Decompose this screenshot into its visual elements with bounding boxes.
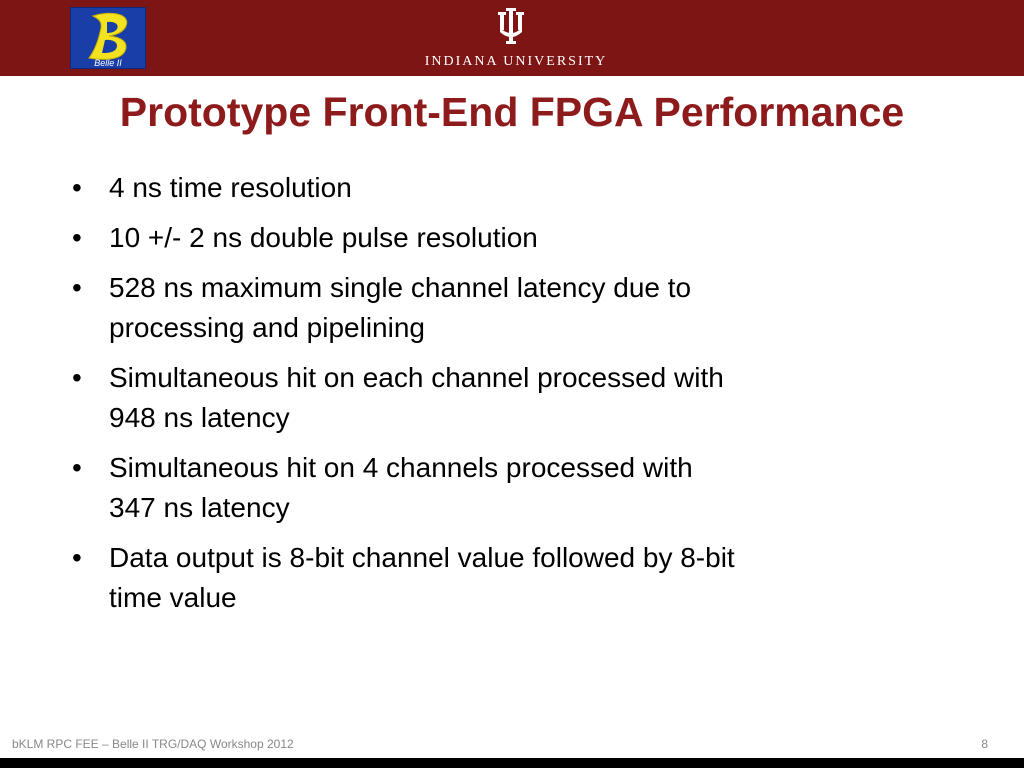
bullet-text-line: Data output is 8-bit channel value followed by 8-bit bbox=[109, 542, 735, 573]
bullet-dot: • bbox=[72, 362, 82, 393]
institution-name: INDIANA UNIVERSITY bbox=[424, 54, 608, 69]
iu-trident-icon bbox=[497, 6, 525, 46]
bullet-list bbox=[72, 168, 902, 628]
bullet-item bbox=[72, 168, 902, 208]
bullet-item bbox=[72, 538, 902, 618]
bottom-bar bbox=[0, 758, 1024, 768]
page-number: 8 bbox=[981, 737, 988, 751]
header-band bbox=[0, 0, 1024, 76]
bullet-dot: • bbox=[72, 222, 82, 253]
bullet-text-line: 4 ns time resolution bbox=[109, 172, 352, 203]
bullet-item bbox=[72, 448, 902, 528]
bullet-text-line: 948 ns latency bbox=[109, 402, 290, 433]
bullet-item bbox=[72, 218, 902, 258]
logo-caption: Belle II bbox=[94, 58, 122, 68]
bullet-text-line: time value bbox=[109, 582, 237, 613]
slide-title: Prototype Front-End FPGA Performance bbox=[119, 89, 905, 135]
bullet-item bbox=[72, 358, 902, 438]
bullet-dot: • bbox=[72, 272, 82, 303]
bullet-dot: • bbox=[72, 172, 82, 203]
bullet-text-line: Simultaneous hit on 4 channels processed with bbox=[109, 452, 693, 483]
bullet-text-line: 10 +/- 2 ns double pulse resolution bbox=[109, 222, 538, 253]
bullet-text-line: 347 ns latency bbox=[109, 492, 290, 523]
bullet-text-line: 528 ns maximum single channel latency due to bbox=[109, 272, 692, 303]
bullet-text-line: Simultaneous hit on each channel processed with bbox=[109, 362, 724, 393]
bullet-text-line: processing and pipelining bbox=[109, 312, 425, 343]
footer-text: bKLM RPC FEE – Belle II TRG/DAQ Workshop 2012 bbox=[12, 737, 294, 751]
bullet-dot: • bbox=[72, 452, 82, 483]
bullet-dot: • bbox=[72, 542, 82, 573]
bullet-item bbox=[72, 268, 902, 348]
